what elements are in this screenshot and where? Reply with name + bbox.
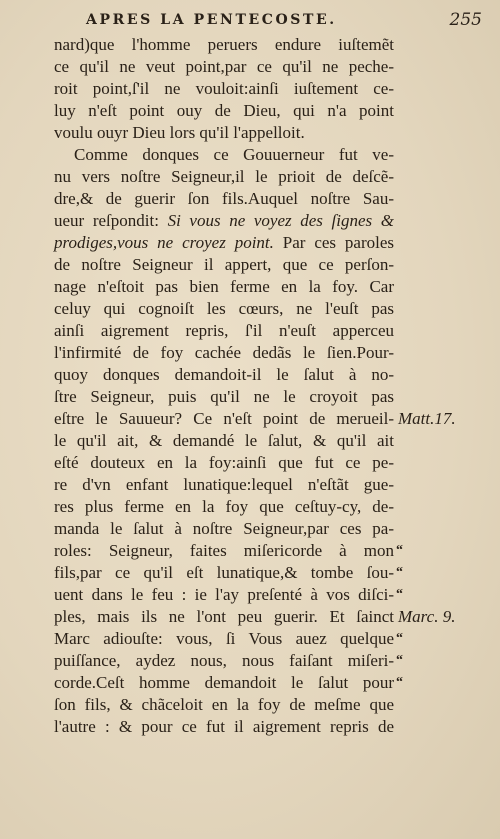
text-segment: Par ces paroles bbox=[282, 233, 395, 252]
text-line: re d'vn enfant lunatique:lequel n'eſtãt gue- bbox=[54, 475, 394, 494]
text-line: celuy qui cognoiſt les cœurs, ne l'euſt pas bbox=[54, 299, 394, 318]
margin-reference-marc: Marc. 9. bbox=[398, 607, 456, 626]
text-line: quoy donques demandoit-il le ſalut à no- bbox=[54, 365, 394, 384]
text-line: nage n'eſtoit pas bien ferme en la foy. Car bbox=[54, 277, 394, 296]
text-line: roit point,ſ'il ne vouloit:ainſi iuſtement ce- bbox=[54, 79, 394, 98]
text-line-with-quote bbox=[54, 232, 394, 254]
text-line: nard)que l'homme peruers endure iuſtemẽt bbox=[54, 35, 394, 54]
text-line: eſtre le Sauueur? Ce n'eſt point de merueil- bbox=[54, 409, 394, 428]
text-line: luy n'eſt point ouy de Dieu, qui n'a point bbox=[54, 101, 394, 120]
text-segment: ueur reſpondit: bbox=[54, 211, 159, 230]
text-line: ſon fils, & chãceloit en la foy de meſme que bbox=[54, 695, 394, 714]
margin-reference-matt: Matt.17. bbox=[398, 409, 456, 428]
text-line: ce qu'il ne veut point,par ce qu'il ne peche- bbox=[54, 57, 394, 76]
text-line: dre,& de guerir ſon fils.Auquel noſtre Sau- bbox=[54, 189, 394, 208]
scripture-quote: Si vous ne voyez des ſignes & bbox=[167, 211, 394, 230]
text-line: Marc adiouſte: vous, ſi Vous auez quelque bbox=[54, 629, 394, 648]
quote-mark: “ bbox=[396, 675, 403, 690]
text-line: puiſſance, aydez nous, nous faiſant miſeri- bbox=[54, 651, 394, 670]
page-number: 255 bbox=[449, 10, 482, 30]
text-line: eſté douteux en la foy:ainſi que fut ce pe- bbox=[54, 453, 394, 472]
text-line: voulu ouyr Dieu lors qu'il l'appelloit. bbox=[54, 123, 305, 142]
text-line-with-quote bbox=[54, 210, 394, 232]
text-line: fils,par ce qu'il eſt lunatique,& tombe ſou- bbox=[54, 563, 394, 582]
text-line: l'infirmité de foy cachée dedãs le ſien.Pour- bbox=[54, 343, 394, 362]
quote-mark: “ bbox=[396, 653, 403, 668]
running-title: APRES LA PENTECOSTE. bbox=[86, 12, 337, 28]
text-line: ainſi aigrement repris, ſ'il n'euſt apperceu bbox=[54, 321, 394, 340]
text-line: le qu'il ait, & demandé le ſalut, & qu'il ait bbox=[54, 431, 394, 450]
quote-mark: “ bbox=[396, 587, 403, 602]
text-line: res plus ferme en la foy que ceſtuy-cy, de- bbox=[54, 497, 394, 516]
text-line: de noſtre Seigneur il appert, que ce perſon- bbox=[54, 255, 394, 274]
quote-mark: “ bbox=[396, 565, 403, 580]
text-line: l'autre : & pour ce fut il aigrement repris de bbox=[54, 717, 394, 736]
text-line: nu vers noſtre Seigneur,il le prioit de deſcẽ- bbox=[54, 167, 394, 186]
scripture-quote: prodiges,vous ne croyez point. bbox=[54, 233, 274, 252]
text-line: Comme donques ce Gouuerneur fut ve- bbox=[74, 145, 394, 164]
text-line: ples, mais ils ne l'ont peu guerir. Et ſainct bbox=[54, 607, 394, 626]
text-line: uent dans le feu : ie l'ay preſenté à vos diſci- bbox=[54, 585, 394, 604]
margin-notes bbox=[396, 0, 496, 839]
text-line: roles: Seigneur, faites miſericorde à mon bbox=[54, 541, 394, 560]
quote-mark: “ bbox=[396, 631, 403, 646]
quote-mark: “ bbox=[396, 543, 403, 558]
text-line: corde.Ceſt homme demandoit le ſalut pour bbox=[54, 673, 394, 692]
text-line: manda le ſalut à noſtre Seigneur,par ces pa- bbox=[54, 519, 394, 538]
text-line: ſtre Seigneur, puis qu'il ne le croyoit pas bbox=[54, 387, 394, 406]
